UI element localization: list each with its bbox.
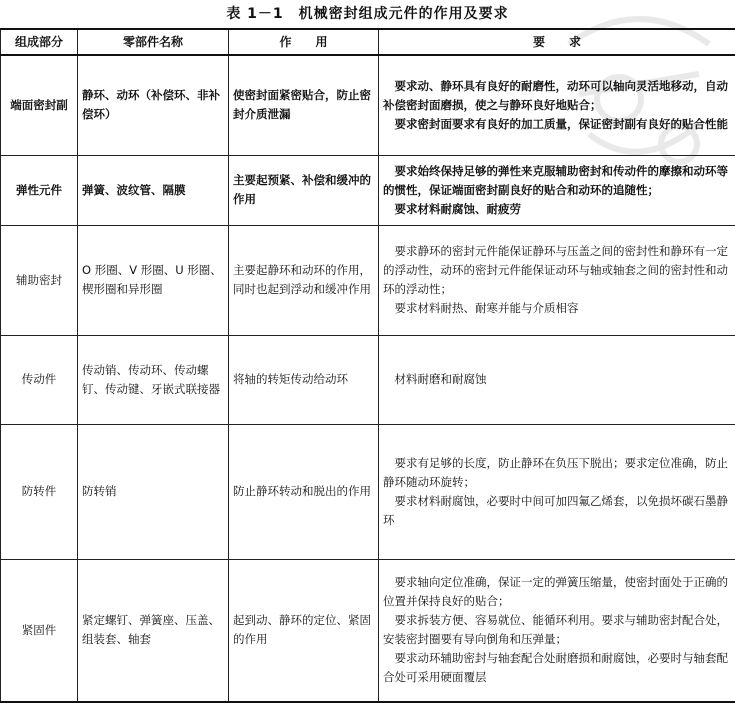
requirement-line: 要求静环的密封元件能保证静环与压盖之间的密封性和静环有一定的浮动性，动环的密封元件能保证动环与轴或轴套之间的密封性和动环的浮动性； bbox=[383, 242, 731, 299]
requirement-line: 要求密封面要求有良好的加工质量，保证密封副有良好的贴合性能 bbox=[383, 115, 731, 134]
table-row bbox=[1, 155, 735, 225]
requirement-line: 要求动环辅助密封与轴套配合处耐磨损和耐腐蚀，必要时与轴套配合处可采用硬面覆层 bbox=[383, 649, 731, 687]
cell-function: 防止静环转动和脱出的作用 bbox=[229, 424, 379, 559]
cell-component: 防转件 bbox=[1, 424, 78, 559]
requirement-line: 要求材料耐腐蚀，必要时中间可加四氟乙烯套，以免损坏碳石墨静环 bbox=[383, 492, 731, 530]
table-row bbox=[1, 55, 735, 155]
cell-part-name: 防转销 bbox=[78, 424, 229, 559]
requirement-line: 要求始终保持足够的弹性来克服辅助密封和传动件的摩擦和动环等的惯性，保证端面密封副良好的贴合和动环的追随性； bbox=[383, 162, 731, 200]
table-row bbox=[1, 424, 735, 559]
cell-requirement bbox=[379, 55, 735, 155]
header-function: 作 用 bbox=[229, 29, 379, 55]
cell-part-name: 紧定螺钉、弹簧座、压盖、组装套、轴套 bbox=[78, 559, 229, 702]
cell-function: 将轴的转矩传动给动环 bbox=[229, 335, 379, 424]
cell-function: 主要起预紧、补偿和缓冲的作用 bbox=[229, 155, 379, 225]
header-part-name: 零部件名称 bbox=[78, 29, 229, 55]
cell-requirement bbox=[379, 559, 735, 702]
cell-part-name: 静环、动环（补偿环、非补偿环） bbox=[78, 55, 229, 155]
cell-component: 传动件 bbox=[1, 335, 78, 424]
cell-component: 端面密封副 bbox=[1, 55, 78, 155]
header-requirement: 要 求 bbox=[379, 29, 735, 55]
header-component: 组成部分 bbox=[1, 29, 78, 55]
cell-component: 弹性元件 bbox=[1, 155, 78, 225]
table-title: 表 1－1 机械密封组成元件的作用及要求 bbox=[0, 3, 735, 25]
cell-requirement bbox=[379, 225, 735, 335]
requirement-line: 要求材料耐热、耐寒并能与介质相容 bbox=[383, 299, 731, 318]
table-row bbox=[1, 335, 735, 424]
requirement-line: 要求轴向定位准确，保证一定的弹簧压缩量，使密封面处于正确的位置并保持良好的贴合； bbox=[383, 573, 731, 611]
cell-component: 辅助密封 bbox=[1, 225, 78, 335]
requirement-line: 要求动、静环具有良好的耐磨性，动环可以轴向灵活地移动，自动补偿密封面磨损，使之与静环良好地贴合； bbox=[383, 77, 731, 115]
requirement-line: 要求有足够的长度，防止静环在负压下脱出；要求定位准确，防止静环随动环旋转； bbox=[383, 454, 731, 492]
cell-part-name: O 形圈、V 形圈、U 形圈、楔形圈和异形圈 bbox=[78, 225, 229, 335]
cell-requirement bbox=[379, 155, 735, 225]
cell-part-name: 传动销、传动环、传动螺钉、传动键、牙嵌式联接器 bbox=[78, 335, 229, 424]
cell-requirement bbox=[379, 335, 735, 424]
cell-part-name: 弹簧、波纹管、隔膜 bbox=[78, 155, 229, 225]
cell-function: 使密封面紧密贴合，防止密封介质泄漏 bbox=[229, 55, 379, 155]
cell-function: 起到动、静环的定位、紧固的作用 bbox=[229, 559, 379, 702]
header-row bbox=[1, 29, 735, 55]
requirement-line: 材料耐磨和耐腐蚀 bbox=[383, 370, 731, 389]
cell-function: 主要起静环和动环的作用，同时也起到浮动和缓冲作用 bbox=[229, 225, 379, 335]
components-table bbox=[0, 28, 735, 703]
table-row bbox=[1, 559, 735, 702]
requirement-line: 要求材料耐腐蚀、耐疲劳 bbox=[383, 200, 731, 219]
table-row bbox=[1, 225, 735, 335]
cell-component: 紧固件 bbox=[1, 559, 78, 702]
requirement-line: 要求拆装方便、容易就位、能循环利用。要求与辅助密封配合处，安装密封圈要有导向倒角和压弹量； bbox=[383, 611, 731, 649]
cell-requirement bbox=[379, 424, 735, 559]
